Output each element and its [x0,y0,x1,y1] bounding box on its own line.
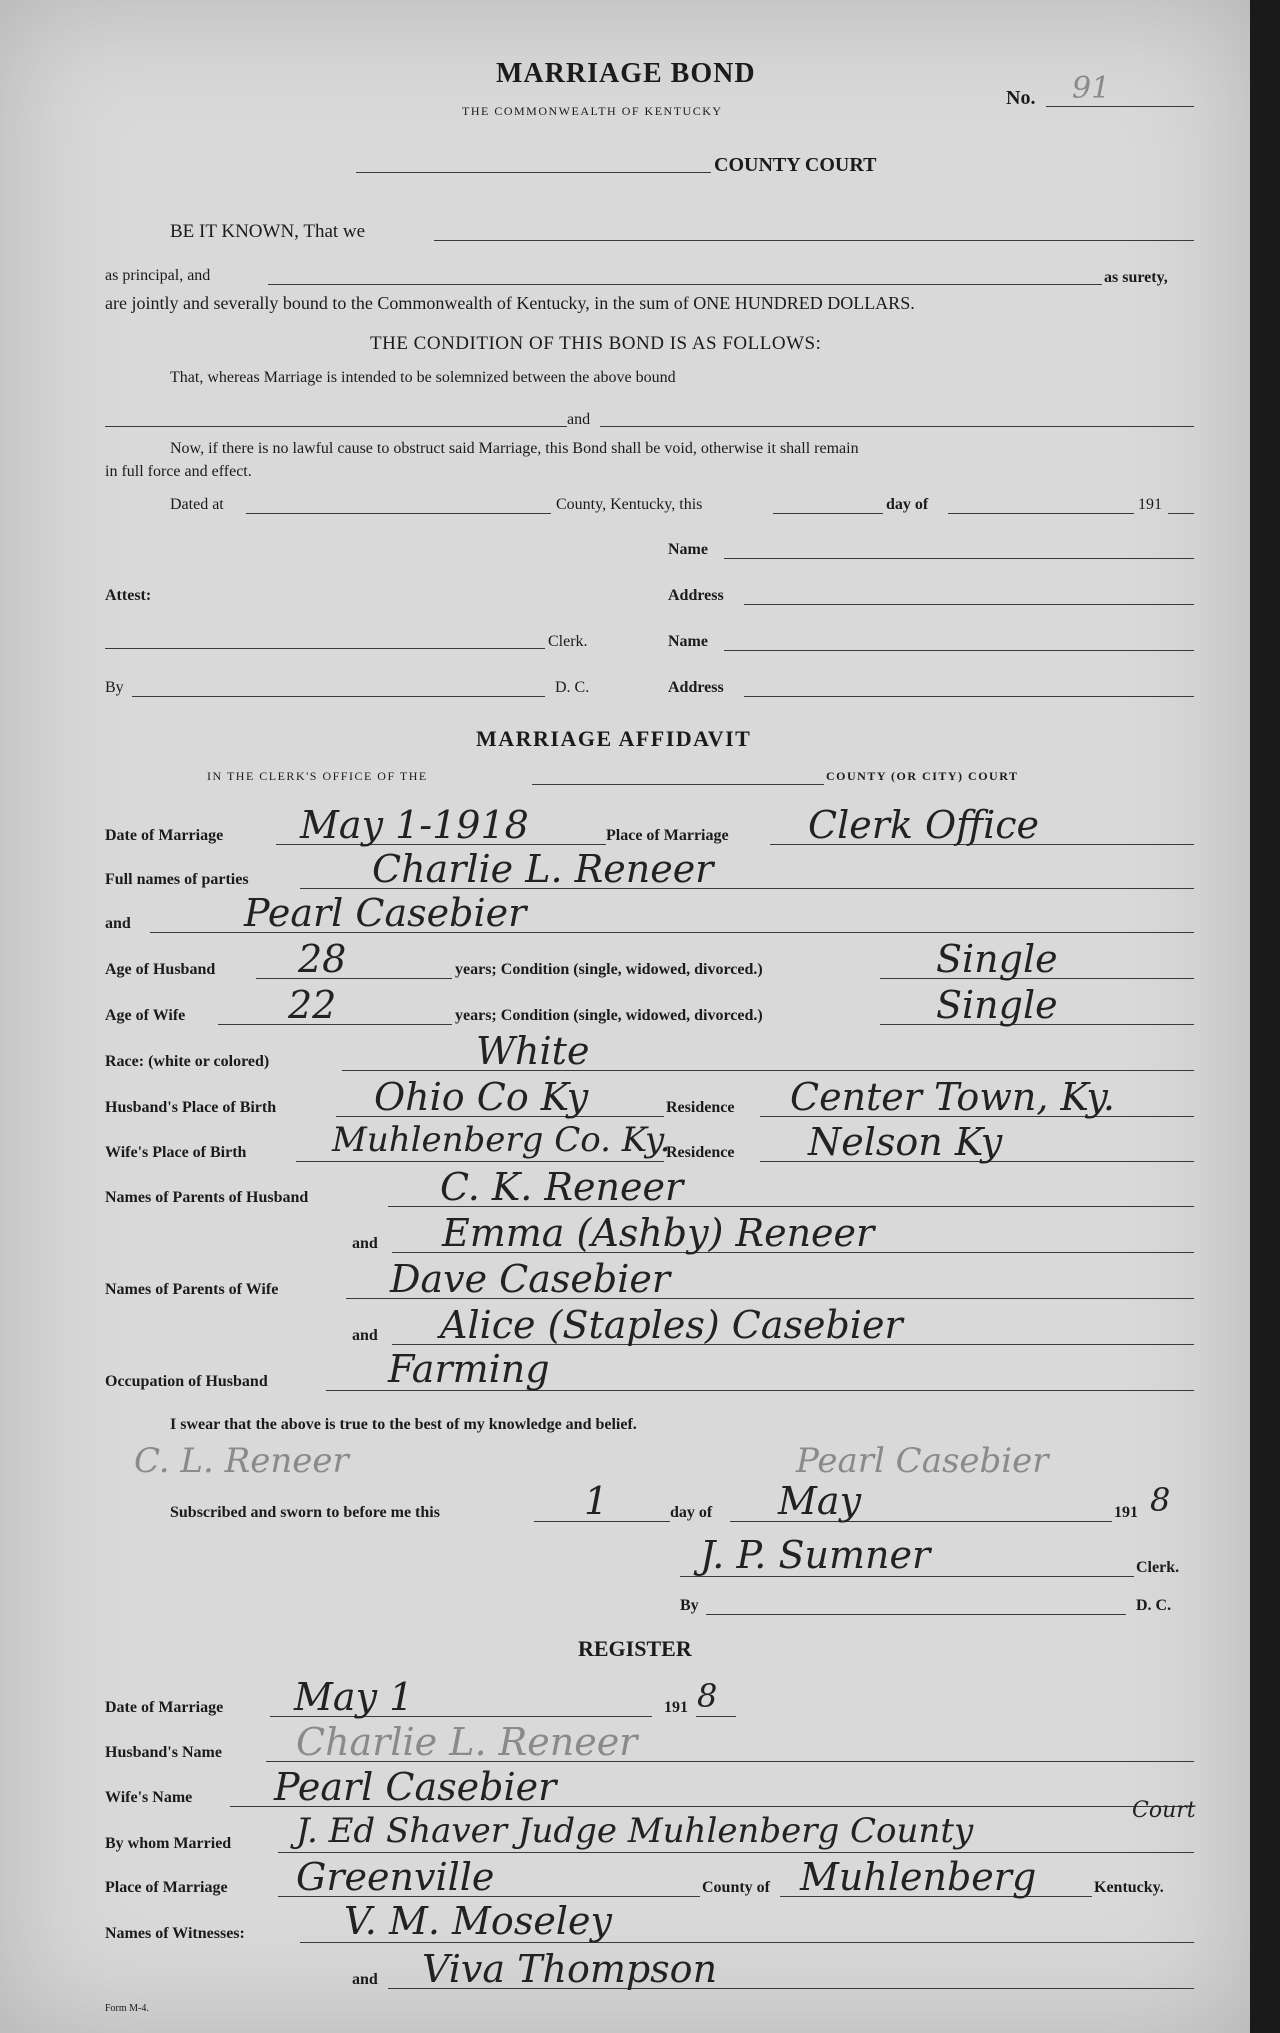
affidavit-year-prefix: 191 [1114,1504,1138,1521]
occupation-label: Occupation of Husband [105,1373,268,1390]
as-surety: as surety, [1104,269,1168,286]
party-line-2 [600,426,1194,427]
bond-clerk-label: Clerk. [548,633,588,650]
county-line [356,172,711,173]
wife-birthplace-label: Wife's Place of Birth [105,1144,247,1161]
page-edge [1250,0,1280,2033]
register-witness1-value: V. M. Moseley [344,1899,612,1943]
husband-birthplace-value: Ohio Co Ky [374,1075,589,1119]
condition-label-husband: years; Condition (single, widowed, divorced.) [455,961,763,978]
register-husband-label: Husband's Name [105,1744,222,1761]
register-year-digit: 8 [697,1677,718,1715]
place-of-marriage-label: Place of Marriage [606,827,729,844]
bond-subtitle: THE COMMONWEALTH OF KENTUCKY [462,104,723,118]
affidavit-county-court: COUNTY (OR CITY) COURT [826,769,1019,783]
date-of-marriage-value: May 1-1918 [300,803,529,847]
now-if-text: Now, if there is no lawful cause to obstruct said Marriage, this Bond shall be void, otherwise it shall remain [170,440,859,457]
day-line [773,513,883,514]
county-ky-this: County, Kentucky, this [556,496,703,513]
bond-dc-label: D. C. [555,679,590,696]
name-label-2: Name [668,633,708,650]
attest-label: Attest: [105,587,152,604]
address-label-2: Address [668,679,724,696]
register-wife-value: Pearl Casebier [274,1765,557,1809]
age-wife-value: 22 [288,983,337,1027]
bond-number-label: No. [1006,87,1036,109]
name-line-2 [724,650,1194,651]
address-label-1: Address [668,587,724,604]
dc-line [132,696,545,697]
wife-mother-value: Alice (Staples) Casebier [440,1303,903,1347]
bond-number-value: 91 [1072,71,1111,106]
affidavit-day-of: day of [670,1504,713,1521]
race-line [342,1070,1194,1071]
race-label: Race: (white or colored) [105,1053,270,1070]
age-wife-label: Age of Wife [105,1007,186,1024]
office-county-line [532,784,824,785]
age-husband-line [256,978,452,979]
register-year-prefix: 191 [664,1699,688,1716]
clerks-office-text: IN THE CLERK'S OFFICE OF THE [207,769,428,783]
sworn-day-value: 1 [584,1479,609,1523]
wife-father-value: Dave Casebier [390,1257,671,1301]
bond-day-of: day of [886,496,929,513]
as-principal: as principal, and [105,267,211,284]
husband-father-value: C. K. Reneer [440,1165,684,1209]
year-line [1168,513,1194,514]
bond-title: MARRIAGE BOND [496,58,756,89]
party-line-1 [105,426,567,427]
race-value: White [476,1029,590,1073]
surety-line [268,284,1102,285]
principals-line [434,240,1194,241]
condition-wife-value: Single [936,983,1058,1027]
register-wife-label: Wife's Name [105,1789,193,1806]
husband-signature: C. L. Reneer [134,1441,349,1481]
dated-at: Dated at [170,496,224,513]
occupation-value: Farming [388,1347,550,1391]
clerk-signature: J. P. Sumner [700,1533,931,1577]
husband-parents-label: Names of Parents of Husband [105,1189,309,1206]
register-date-label: Date of Marriage [105,1699,224,1716]
full-names-label: Full names of parties [105,871,249,888]
register-by-whom-extra: Court [1132,1798,1196,1823]
register-husband-value: Charlie L. Reneer [296,1720,638,1764]
affidavit-by-label: By [680,1597,699,1614]
name-label-1: Name [668,541,708,558]
condition-husband-value: Single [936,937,1058,981]
be-it-known: BE IT KNOWN, That we [170,221,366,242]
register-kentucky: Kentucky. [1094,1879,1164,1896]
dated-line [246,513,551,514]
husband-residence-label: Residence [666,1099,735,1116]
wife-residence-label: Residence [666,1144,735,1161]
bond-county-court: COUNTY COURT [714,154,877,176]
affidavit-dc-line [706,1614,1126,1615]
husband-full-name: Charlie L. Reneer [372,847,714,891]
wife-full-name: Pearl Casebier [244,891,527,935]
wife-birthplace-line [296,1161,664,1162]
subscribed-text: Subscribed and sworn to before me this [170,1504,440,1521]
affidavit-year-digit: 8 [1150,1481,1171,1519]
bond-by-label: By [105,679,124,696]
register-date-value: May 1 [294,1675,414,1719]
address-line-1 [744,604,1194,605]
register-title: REGISTER [578,1636,692,1661]
whereas-text: That, whereas Marriage is intended to be solemnized between the above bound [170,369,676,386]
swear-statement: I swear that the above is true to the best of my knowledge and belief. [170,1416,637,1433]
register-county-of: County of [702,1879,771,1896]
wife-signature: Pearl Casebier [796,1441,1049,1481]
affidavit-and-label: and [105,915,131,932]
register-year-line [696,1716,736,1717]
bond-number-line [1046,106,1194,107]
wife-parents-and: and [352,1327,378,1344]
date-of-marriage-label: Date of Marriage [105,827,224,844]
husband-mother-value: Emma (Ashby) Reneer [442,1211,875,1255]
name-line-1 [724,558,1194,559]
age-husband-value: 28 [298,937,347,981]
affidavit-dc-label: D. C. [1136,1597,1172,1614]
register-county-value: Muhlenberg [800,1855,1037,1899]
condition-heading: THE CONDITION OF THIS BOND IS AS FOLLOWS: [370,333,822,354]
month-line [948,513,1134,514]
wife-residence-value: Nelson Ky [808,1120,1003,1164]
bond-and: and [567,411,591,428]
sworn-month-value: May [778,1479,862,1523]
affidavit-title: MARRIAGE AFFIDAVIT [476,726,752,751]
husband-birthplace-label: Husband's Place of Birth [105,1099,277,1116]
register-place-value: Greenville [296,1855,495,1899]
age-husband-label: Age of Husband [105,961,216,978]
register-witness2-value: Viva Thompson [422,1947,718,1991]
clerk-line [105,648,545,649]
wife-birthplace-value: Muhlenberg Co. Ky. [332,1120,671,1160]
register-by-whom-label: By whom Married [105,1835,232,1852]
register-witnesses-label: Names of Witnesses: [105,1925,245,1942]
husband-parents-and: and [352,1235,378,1252]
register-by-whom-line [278,1852,1194,1853]
jointly-bound: are jointly and severally bound to the Commonwealth of Kentucky, in the sum of ONE HUNDRED DOLLARS. [105,293,915,313]
bond-year-prefix: 191 [1138,496,1162,513]
register-by-whom-value: J. Ed Shaver Judge Muhlenberg County [296,1811,974,1851]
affidavit-clerk-label: Clerk. [1136,1559,1180,1576]
husband-residence-value: Center Town, Ky. [790,1075,1115,1119]
condition-label-wife: years; Condition (single, widowed, divorced.) [455,1007,763,1024]
form-number: Form M-4. [105,2003,149,2014]
register-witness-and: and [352,1971,378,1988]
address-line-2 [744,696,1194,697]
place-of-marriage-value: Clerk Office [808,803,1039,847]
wife-parents-label: Names of Parents of Wife [105,1281,279,1298]
full-force-text: in full force and effect. [105,463,252,480]
register-place-label: Place of Marriage [105,1879,228,1896]
